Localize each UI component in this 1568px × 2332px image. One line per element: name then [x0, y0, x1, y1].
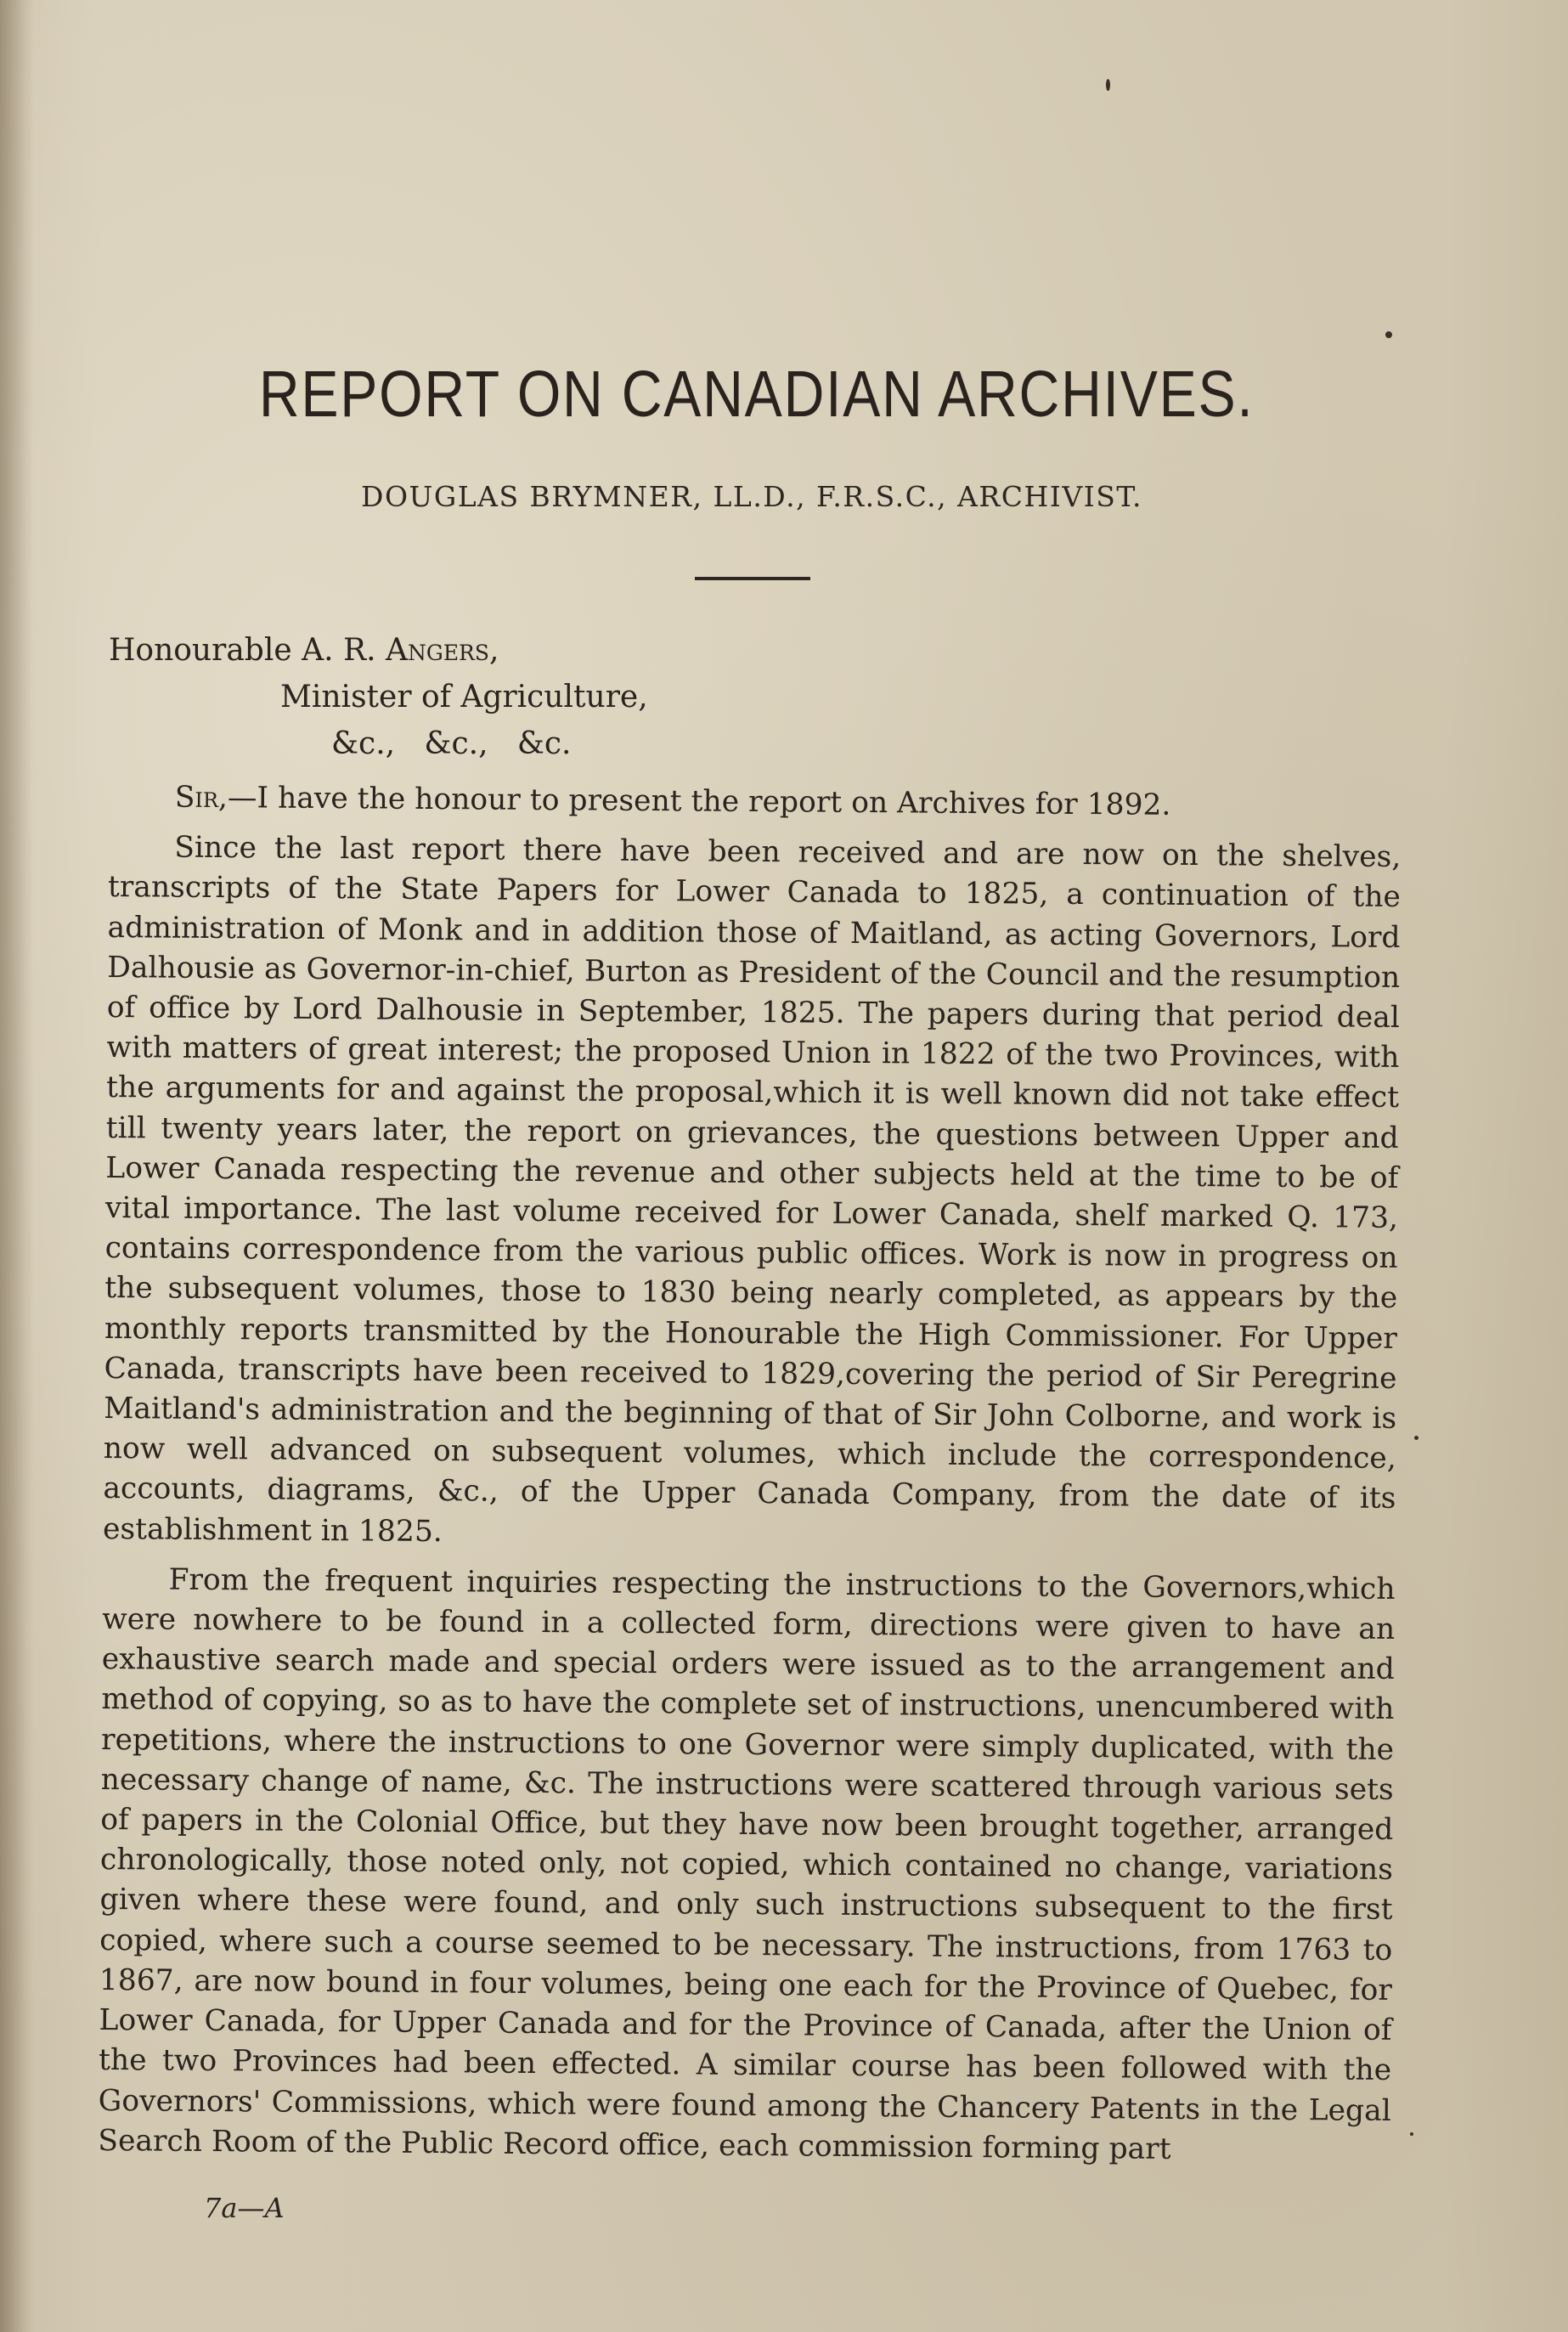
- report-body: [98, 777, 1402, 2171]
- salutation-lead: Sir,: [174, 780, 228, 816]
- title-divider: [695, 577, 810, 580]
- addressee-name: Angers,: [385, 633, 499, 668]
- salutation-text: —I have the honour to present the report on Archives for 1892.: [227, 781, 1171, 822]
- paper-speck: [1410, 2132, 1413, 2136]
- paper-speck: [1414, 1436, 1419, 1440]
- salutation-paragraph: [109, 777, 1402, 827]
- paper-speck: [1106, 79, 1110, 91]
- addressee-line-1: [109, 633, 499, 668]
- page-edge-shadow: [0, 0, 34, 2332]
- document-title: REPORT ON CANADIAN ARCHIVES.: [258, 358, 1255, 431]
- body-paragraph: From the frequent inquiries respecting the instructions to the Governors,which were nowhere to be found in a collected form, directions were given to have an exhaustive search made and special orders were issued as to the arrangement and method of copying, so as to have the complete set of instructions, unencumbered with repetitions, where the instructions to one Governor were simply duplicated, with the necessary change of name, &c. The instructions were scattered through various sets of papers in the Colonial Office, but they have now been brought together, arranged chronologically, those noted only, not copied, which contained no change, variations given where these were found, and only such instructions subsequent to the first copied, where such a course seemed to be necessary. The instructions, from 1763 to 1867, are now bound in four volumes, being one each for the Province of Quebec, for Lower Canada, for Upper Canada and for the Province of Canada, after the Union of the two Provinces had been effected. A similar course has been followed with the Governors' Commissions, which were found among the Chancery Patents in the Legal Search Room of the Public Record office, each commission forming part: [98, 1562, 1396, 2166]
- addressee-line-3: &c., &c., &c.: [331, 726, 572, 761]
- body-paragraph: Since the last report there have been received and are now on the shelves, transcripts of the State Papers for Lower Canada to 1825, a continuation of the administration of Monk and in addition those of Maitland, as acting Governors, Lord Dalhousie as Governor-in-chief, Burton as President of the Council and the resumption of office by Lord Dalhousie in September, 1825. The papers during that period deal with matters of great interest; the proposed Union in 1822 of the two Provinces, with the arguments for and against the proposal,which it is well known did not take effect till twenty years later, the report on grievances, the questions between Upper and Lower Canada respecting the revenue and other subjects held at the time to be of vital importance. The last volume received for Lower Canada, shelf marked Q. 173, contains correspondence from the various public offices. Work is now in progress on the subsequent volumes, those to 1830 being nearly completed, as appears by the monthly reports transmitted by the Honourable the High Commissioner. For Upper Canada, transcripts have been received to 1829,covering the period of Sir Peregrine Maitland's administration and the beginning of that of Sir John Colborne, and work is now well advanced on subsequent volumes, which include the correspondence, accounts, diagrams, &c., of the Upper Canada Company, from the date of its establishment in 1825.: [102, 830, 1402, 1549]
- addressee-prefix: Honourable A. R.: [109, 633, 386, 668]
- signature-mark: 7a—A: [204, 2192, 285, 2224]
- document-subtitle: DOUGLAS BRYMNER, LL.D., F.R.S.C., ARCHIVIST.: [361, 480, 1142, 513]
- paper-speck: [1385, 331, 1392, 338]
- addressee-line-2: Minister of Agriculture,: [280, 680, 648, 714]
